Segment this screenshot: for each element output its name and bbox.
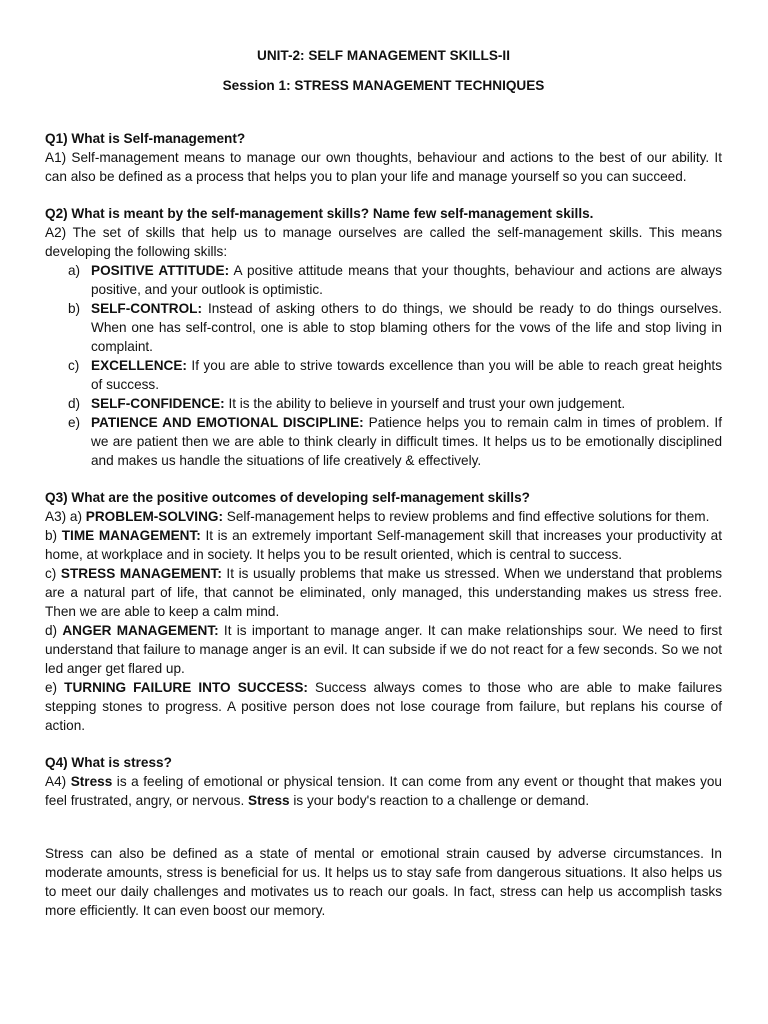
- skill-term: SELF-CONTROL:: [91, 301, 203, 316]
- question-3: Q3) What are the positive outcomes of developing self-management skills?: [45, 490, 530, 505]
- outcome-term: ANGER MANAGEMENT:: [62, 623, 219, 638]
- list-marker: b): [68, 301, 81, 316]
- outcome-text: It is usually problems that make us stressed. When we understand that problems are a natural part of life, that cannot be eliminated, only managed, this understanding makes us stress free. Then we are able to keep a calm mind.: [45, 566, 722, 619]
- outcome-text: It is an extremely important Self-management skill that increases your productivity at home, at workplace and in society. It helps you to be result oriented, which is central to success.: [45, 528, 722, 562]
- question-1-section: [45, 129, 722, 186]
- skill-text: If you are able to strive towards excellence than you will be able to reach great heights of success.: [91, 358, 722, 392]
- skill-text: Instead of asking others to do things, we should be ready to do things ourselves. When one has self-control, one is able to stop blaming others for the vows of the life and stop living in complaint.: [91, 301, 722, 354]
- answer-prefix: A4): [45, 774, 71, 789]
- question-3-section: [45, 488, 722, 735]
- list-marker: a): [68, 263, 81, 278]
- outcome-term: PROBLEM-SOLVING:: [85, 509, 223, 524]
- list-item: [45, 356, 722, 394]
- skill-term: PATIENCE AND EMOTIONAL DISCIPLINE:: [91, 415, 364, 430]
- outcome-prefix: e): [45, 680, 65, 695]
- list-item: [45, 261, 722, 299]
- outcome-paragraph: [45, 526, 722, 564]
- answer-text: is a feeling of emotional or physical tension. It can come from any event or thought that makes you feel frustrated, angry, or nervous.: [45, 774, 722, 808]
- skill-text: Patience helps you to remain calm in times of problem. If we are patient then we are able to think clearly in difficult times. It helps us to be emotionally disciplined and makes us handle the situations of life creatively & effectively.: [91, 415, 722, 468]
- list-item: [45, 394, 722, 413]
- list-marker: d): [68, 396, 81, 411]
- answer-2: A2) The set of skills that help us to manage ourselves are called the self-management skills. This means developing the following skills:: [45, 225, 722, 259]
- outcome-text: Self-management helps to review problems and find effective solutions for them.: [223, 509, 710, 524]
- stress-term: Stress: [70, 774, 113, 789]
- question-4: Q4) What is stress?: [45, 755, 172, 770]
- outcome-text: Success always comes to those who are able to make failures stepping stones to progress. A positive person does not lose courage from failure, but replans his course of action.: [45, 680, 722, 733]
- skill-term: POSITIVE ATTITUDE:: [91, 263, 230, 278]
- question-2: Q2) What is meant by the self-management skills? Name few self-management skills.: [45, 206, 594, 221]
- list-item: [45, 413, 722, 470]
- outcome-prefix: b): [45, 528, 62, 543]
- question-2-section: [45, 204, 722, 470]
- question-1: Q1) What is Self-management?: [45, 131, 246, 146]
- answer-text: is your body's reaction to a challenge or demand.: [289, 793, 590, 808]
- list-marker: c): [68, 358, 80, 373]
- skill-text: It is the ability to believe in yourself and trust your own judgement.: [224, 396, 626, 411]
- stress-term: Stress: [248, 793, 290, 808]
- document-page: [45, 46, 722, 920]
- outcome-text: It is important to manage anger. It can make relationships sour. We need to first understand that failure to manage anger is an evil. It can subside if we do not react for a few seconds. So we not led anger get flared up.: [45, 623, 722, 676]
- skill-term: SELF-CONFIDENCE:: [91, 396, 225, 411]
- unit-title: UNIT-2: SELF MANAGEMENT SKILLS-II: [257, 48, 510, 63]
- list-marker: e): [68, 415, 81, 430]
- list-item: [45, 299, 722, 356]
- outcome-prefix: c): [45, 566, 61, 581]
- answer-1: A1) Self-management means to manage our own thoughts, behaviour and actions to the best of our ability. It can also be defined as a process that helps you to plan your life and manage yourself so you can succeed.: [45, 150, 722, 184]
- outcome-paragraph: [45, 564, 722, 621]
- question-4-section: [45, 753, 722, 920]
- outcome-prefix: d): [45, 623, 63, 638]
- session-title: Session 1: STRESS MANAGEMENT TECHNIQUES: [222, 78, 545, 93]
- skills-list: [45, 261, 722, 470]
- outcome-term: TIME MANAGEMENT:: [61, 528, 201, 543]
- outcome-prefix: A3) a): [45, 509, 86, 524]
- skill-text: A positive attitude means that your thoughts, behaviour and actions are always positive, and your outlook is optimistic.: [91, 263, 722, 297]
- outcome-paragraph: [45, 507, 722, 526]
- outcome-term: STRESS MANAGEMENT:: [60, 566, 222, 581]
- skill-term: EXCELLENCE:: [91, 358, 187, 373]
- outcome-paragraph: [45, 678, 722, 735]
- stress-paragraph: Stress can also be defined as a state of mental or emotional strain caused by adverse circumstances. In moderate amounts, stress is beneficial for us. It helps us to stay safe from dangerous situations. It also helps us to meet our daily challenges and motivates us to reach our goals. In fact, stress can help us accomplish tasks more efficiently. It can even boost our memory.: [45, 846, 722, 918]
- answer-4: [45, 772, 722, 810]
- outcome-paragraph: [45, 621, 722, 678]
- outcome-term: TURNING FAILURE INTO SUCCESS:: [64, 680, 308, 695]
